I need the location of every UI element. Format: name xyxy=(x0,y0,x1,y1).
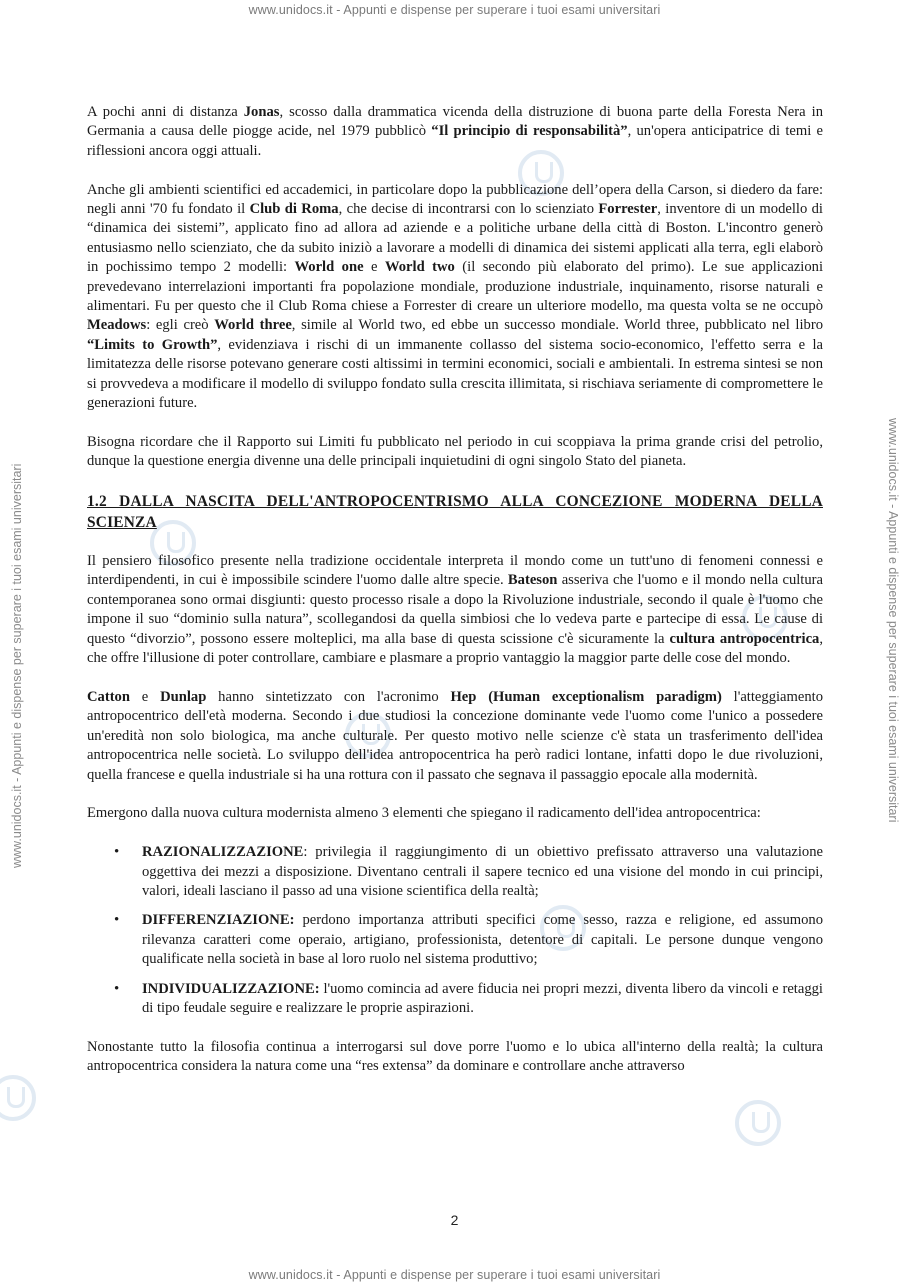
footer-banner: www.unidocs.it - Appunti e dispense per superare i tuoi esami universitari xyxy=(248,1268,661,1282)
section-heading: 1.2 DALLA NASCITA DELL'ANTROPOCENTRISMO ALLA CONCEZIONE MODERNA DELLA SCIENZA xyxy=(87,493,823,532)
header-banner: www.unidocs.it - Appunti e dispense per superare i tuoi esami universitari xyxy=(248,3,661,17)
paragraph-elementi: Emergono dalla nuova cultura modernista almeno 3 elementi che spiegano il radicamento dell'idea antropocentrica: xyxy=(87,805,761,822)
side-banner-right: www.unidocs.it - Appunti e dispense per superare i tuoi esami universitari xyxy=(886,418,900,823)
paragraph-crisi-petrolio: Bisogna ricordare che il Rapporto sui Limiti fu pubblicato nel periodo in cui scoppiava la prima grande crisi del petrolio, dunque la questione energia divenne una delle principali inquietudini di ogni singolo Stato del pianeta. xyxy=(87,433,823,470)
document-body xyxy=(87,103,823,1077)
side-banner-left: www.unidocs.it - Appunti e dispense per superare i tuoi esami universitari xyxy=(10,463,24,868)
paragraph-club-di-roma: Anche gli ambienti scientifici ed accademici, in particolare dopo la pubblicazione dell’opera della Carson, si diedero da fare: negli anni '70 fu fondato il Club di Roma, che decise di incontrarsi con lo scienziato Forrester, inventore di un modello di “dinamica dei sistemi”, applicato fino ad allora ad aziende e a politiche urbane della città di Boston. L'incontro generò entusiasmo nello scienziato, che da subito iniziò a lavorare a modelli di dinamica dei sistemi applicati alla terra, egli elaborò in pochissimo tempo 2 modelli: World one e World two (il secondo più elaborato del primo). Le sue applicazioni prevedevano interrelazioni importanti fra popolazione mondiale, produzione industriale, inquinamento, risorse naturali e alimentari. Fu per questo che il Club Roma chiese a Forrester di creare un ulteriore modello, ma questa volta se ne occupò Meadows: egli creò World three, simile al World two, ed ebbe un successo mondiale. World three, pubblicato nel libro “Limits to Growth”, evidenziava i rischi di un immanente collasso del sistema socio-economico, l'effetto serra e la limitatezza delle risorse potevano generare costi altissimi in termini economici, sociali e ambientali. In estrema sintesi se non si provvedeva a modificare il modello di sviluppo fondato sulla crescita illimitata, si rischiava seriamente di compromettere le generazioni future. xyxy=(87,181,823,412)
list-item: • RAZIONALIZZAZIONE: privilegia il raggiungimento di un obiettivo prefissato attraverso una valutazione oggettiva dei mezzi a disposizione. Diventano centrali il sapere tecnico ed una visione del mondo in cui principi, valori, ideali lasciano il passo ad una visione scientifica della realtà; xyxy=(87,843,823,901)
watermark-logo-icon xyxy=(735,1100,781,1146)
watermark-logo-icon xyxy=(0,1075,36,1121)
paragraph-bateson: Il pensiero filosofico presente nella tradizione occidentale interpreta il mondo come un tutt'uno di fenomeni connessi e interdipendenti, in cui è impossibile scindere l'uomo dalle altre specie. Bateson asseriva che l'uomo e il mondo nella cultura contemporanea sono ormai disgiunti: questo processo risale a dopo la Rivoluzione industriale, secondo il quale è l'uomo che impone il suo “dominio sulla natura”, scollegandosi da quella simbiosi che lo vedeva parte e partecipe di essa. Le cause di questo “divorzio”, possono essere molteplici, ma alla base di questa scissione c'è sicuramente la cultura antropocentrica, che offre l'illusione di poter controllare, cambiare e plasmare a proprio vantaggio la maggior parte delle cose del mondo. xyxy=(87,553,823,667)
paragraph-jonas: A pochi anni di distanza Jonas, scosso dalla drammatica vicenda della distruzione di buona parte della Foresta Nera in Germania a causa delle piogge acide, nel 1979 pubblicò “Il principio di responsabilità”, un'opera anticipatrice di temi e riflessioni ancora oggi attuali. xyxy=(87,104,823,159)
paragraph-catton-dunlap: Catton e Dunlap hanno sintetizzato con l'acronimo Hep (Human exceptionalism paradigm) l'atteggiamento antropocentrico dell'età moderna. Secondo i due studiosi la concezione dominante vede l'uomo come l'unico a possedere un'eredità non solo biologica, ma anche culturale. Per questo motivo nelle scienze c'è stata un trasferimento dell'idea antropocentrica nelle società. Lo sviluppo dell'idea antropocentrica ha però radici lontane, infatti dopo le due rivoluzioni, quella francese e quella industriale si ha una rottura con il passato che segnava il passaggio epocale alla modernità. xyxy=(87,688,823,783)
list-item: • DIFFERENZIAZIONE: perdono importanza attributi specifici come sesso, razza e religione, ed assumono rilevanza caratteri come operaio, artigiano, professionista, detentore di capitali. Le persone dunque vengono qualificate nella società in base al loro ruolo nel sistema produttivo; xyxy=(87,911,823,969)
paragraph-res-extensa: Nonostante tutto la filosofia continua a interrogarsi sul dove porre l'uomo e lo ubica all'interno della realtà; la cultura antropocentrica considera la natura come una “res extensa” da dominare e controllare anche attraverso xyxy=(87,1038,823,1075)
bullet-list xyxy=(87,843,823,1018)
page-number: 2 xyxy=(450,1212,459,1228)
list-item: • INDIVIDUALIZZAZIONE: l'uomo comincia ad avere fiducia nei propri mezzi, diventa libero da vincoli e retaggi di tipo feudale seguire e realizzare le proprie aspirazioni. xyxy=(87,980,823,1019)
